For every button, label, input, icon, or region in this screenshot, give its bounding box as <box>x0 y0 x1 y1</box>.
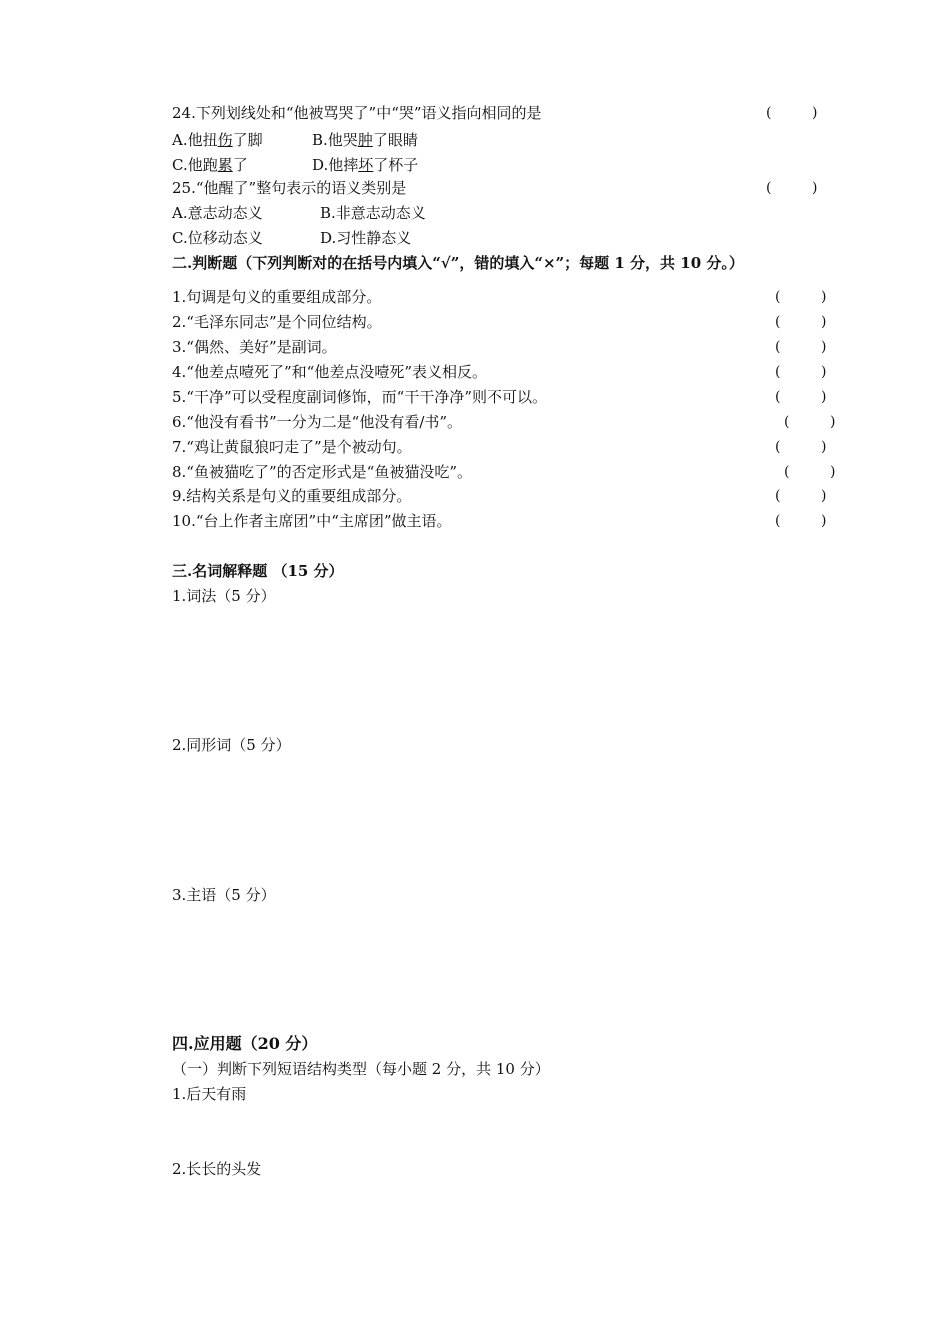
q24-answer-paren[interactable]: ( ) <box>766 105 818 121</box>
judge-paren[interactable]: ( ) <box>775 339 827 355</box>
q25-stem: 25.“他醒了”整句表示的语义类别是 <box>172 179 407 197</box>
judge-paren[interactable]: ( ) <box>775 314 827 330</box>
judge-item: 4.“他差点噎死了”和“他差点没噎死”表义相反。 <box>172 363 487 381</box>
q25-option-a[interactable]: A.意志动态义 <box>172 204 263 222</box>
judge-paren[interactable]: ( ) <box>775 289 827 305</box>
q24-option-d[interactable]: D.他摔坏了杯子 <box>312 156 419 174</box>
q25-answer-paren[interactable]: ( ) <box>766 180 818 196</box>
judge-item: 2.“毛泽东同志”是个同位结构。 <box>172 313 382 331</box>
section2-heading: 二.判断题（下列判断对的在括号内填入“√”，错的填入“×”；每题 1 分，共 10 分。） <box>172 254 744 272</box>
section4-heading: 四.应用题（20 分） <box>172 1034 318 1053</box>
judge-item: 8.“鱼被猫吃了”的否定形式是“鱼被猫没吃”。 <box>172 463 472 481</box>
section3-heading: 三.名词解释题 （15 分） <box>172 562 344 580</box>
judge-paren[interactable]: ( ) <box>775 513 827 529</box>
judge-item: 3.“偶然、美好”是副词。 <box>172 338 337 356</box>
q24-option-c[interactable]: C.他跑累了 <box>172 156 248 174</box>
judge-item: 1.句调是句义的重要组成部分。 <box>172 288 382 306</box>
judge-item: 6.“他没有看书”一分为二是“他没有看/书”。 <box>172 413 463 431</box>
q25-option-b[interactable]: B.非意志动态义 <box>320 204 426 222</box>
phrase-item: 2.长长的头发 <box>172 1160 262 1178</box>
judge-item: 7.“鸡让黄鼠狼叼走了”是个被动句。 <box>172 438 412 456</box>
phrase-item: 1.后天有雨 <box>172 1085 247 1103</box>
judge-item: 9.结构关系是句义的重要组成部分。 <box>172 487 412 505</box>
term-item: 3.主语（5 分） <box>172 886 276 904</box>
q24-option-a[interactable]: A.他扭伤了脚 <box>172 131 263 149</box>
term-item: 2.同形词（5 分） <box>172 736 291 754</box>
judge-paren[interactable]: ( ) <box>775 389 827 405</box>
judge-paren[interactable]: ( ) <box>775 439 827 455</box>
term-item: 1.词法（5 分） <box>172 587 276 605</box>
judge-paren[interactable]: ( ) <box>775 364 827 380</box>
q24-stem: 24.下列划线处和“他被骂哭了”中“哭”语义指向相同的是 <box>172 104 542 122</box>
judge-paren[interactable]: ( ) <box>784 464 836 480</box>
q24-option-b[interactable]: B.他哭肿了眼睛 <box>312 131 418 149</box>
q25-option-c[interactable]: C.位移动态义 <box>172 229 263 247</box>
judge-item: 5.“干净”可以受程度副词修饰，而“干干净净”则不可以。 <box>172 388 547 406</box>
section4-subheading: （一）判断下列短语结构类型（每小题 2 分，共 10 分） <box>172 1060 550 1078</box>
q25-option-d[interactable]: D.习性静态义 <box>320 229 412 247</box>
judge-paren[interactable]: ( ) <box>784 414 836 430</box>
judge-item: 10.“台上作者主席团”中“主席团”做主语。 <box>172 512 452 530</box>
judge-paren[interactable]: ( ) <box>775 488 827 504</box>
